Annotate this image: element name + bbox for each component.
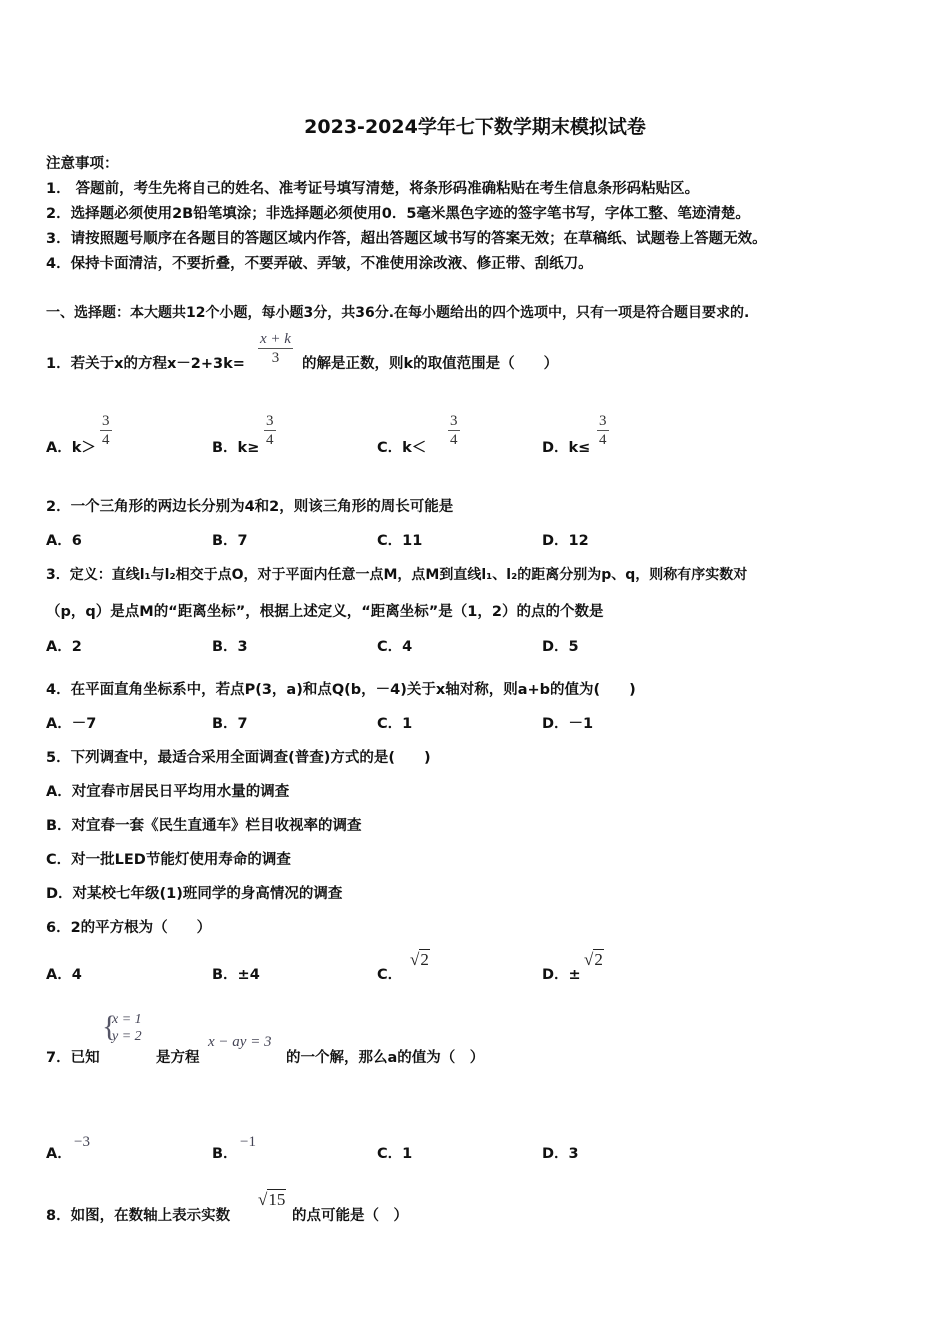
fraction-numerator: 3 <box>266 413 274 429</box>
notice-item: 3．请按照题号顺序在各题目的答题区域内作答，超出答题区域书写的答案无效；在草稿纸、试题卷上答题无效。 <box>46 231 767 247</box>
option-c[interactable]: C．k＜ <box>377 440 427 456</box>
option-a-fraction <box>100 412 112 449</box>
page-title: 2023-2024学年七下数学期末模拟试卷 <box>304 116 646 138</box>
option-c[interactable]: C． <box>377 967 403 983</box>
question-7-stem-mid: 是方程 <box>156 1050 200 1066</box>
option-a[interactable]: A．－7 <box>46 716 97 732</box>
section-heading: 一、选择题：本大题共12个小题，每小题3分，共36分.在每小题给出的四个选项中，只有一项是符合题目要求的. <box>46 305 750 321</box>
fraction-numerator: 3 <box>450 413 458 429</box>
radicand: 2 <box>594 950 603 969</box>
notice-item: 2．选择题必须使用2B铅笔填涂；非选择题必须使用0．5毫米黑色字迹的签字笔书写，字体工整、笔迹清楚。 <box>46 206 750 222</box>
option-a[interactable]: A． <box>46 1146 72 1162</box>
question-1-stem-pre: 1．若关于x的方程x－2+3k= <box>46 356 245 372</box>
question-4-stem: 4．在平面直角坐标系中，若点P(3，a)和点Q(b，－4)关于x轴对称，则a+b的值为( ) <box>46 682 636 698</box>
option-c[interactable]: C．1 <box>377 1146 413 1162</box>
option-c[interactable]: C．1 <box>377 716 413 732</box>
option-a[interactable]: A．6 <box>46 533 82 549</box>
question-1-stem-post: 的解是正数，则k的取值范围是（ ） <box>302 356 559 372</box>
option-a[interactable]: A．k＞ <box>46 440 96 456</box>
fraction-denominator: 4 <box>266 432 274 448</box>
notice-item: 4．保持卡面清洁，不要折叠，不要弄破、弄皱，不准使用涂改液、修正带、刮纸刀。 <box>46 256 593 272</box>
option-a[interactable]: A．对宜春市居民日平均用水量的调查 <box>46 784 290 800</box>
option-d[interactable]: D．－1 <box>542 716 594 732</box>
option-b[interactable]: B． <box>212 1146 238 1162</box>
option-b[interactable]: B．k≥ <box>212 440 260 456</box>
option-c-fraction <box>448 412 460 449</box>
fraction-denominator: 3 <box>271 350 280 366</box>
question-3-stem-line1: 3．定义：直线l₁与l₂相交于点O，对于平面内任意一点M，点M到直线l₁、l₂的距离分别为p、q，则称有序实数对 <box>46 567 748 583</box>
option-a[interactable]: A．4 <box>46 967 82 983</box>
radicand: 2 <box>420 950 429 969</box>
option-d[interactable]: D．5 <box>542 639 579 655</box>
question-7-stem-pre: 7．已知 <box>46 1050 100 1066</box>
question-3-stem-line2: （p，q）是点M的“距离坐标”，根据上述定义，“距离坐标”是（1，2）的点的个数是 <box>46 604 604 620</box>
option-d-sqrt: √2 <box>584 950 603 969</box>
option-c-sqrt: √2 <box>410 950 429 969</box>
option-d[interactable]: D．12 <box>542 533 589 549</box>
system-brace-icon: { <box>102 1010 117 1043</box>
fraction-numerator: 3 <box>102 413 110 429</box>
option-a-value: −3 <box>74 1134 90 1150</box>
option-d[interactable]: D．k≤ <box>542 440 591 456</box>
option-b-fraction <box>264 412 276 449</box>
system-equation-1: x = 1 <box>112 1012 142 1027</box>
option-b[interactable]: B．7 <box>212 533 248 549</box>
radicand: 15 <box>268 1190 286 1209</box>
option-b-value: −1 <box>240 1134 256 1150</box>
option-b[interactable]: B．±4 <box>212 967 260 983</box>
option-d[interactable]: D．3 <box>542 1146 579 1162</box>
question-5-stem: 5．下列调查中，最适合采用全面调查(普查)方式的是( ) <box>46 750 431 766</box>
question-6-stem: 6．2的平方根为（ ） <box>46 920 212 936</box>
option-b[interactable]: B．7 <box>212 716 248 732</box>
fraction-numerator: 3 <box>599 413 607 429</box>
fraction-denominator: 4 <box>450 432 458 448</box>
question-8-sqrt: √15 <box>258 1190 286 1209</box>
question-7-equation: x − ay = 3 <box>208 1034 272 1050</box>
option-a[interactable]: A．2 <box>46 639 82 655</box>
option-d[interactable]: D．对某校七年级(1)班同学的身高情况的调查 <box>46 886 343 902</box>
option-c[interactable]: C．4 <box>377 639 413 655</box>
fraction-denominator: 4 <box>102 432 110 448</box>
option-b[interactable]: B．对宜春一套《民生直通车》栏目收视率的调查 <box>46 818 362 834</box>
question-1-fraction <box>258 330 293 367</box>
question-8-stem-pre: 8．如图，在数轴上表示实数 <box>46 1208 231 1224</box>
option-d[interactable]: D．± <box>542 967 581 983</box>
fraction-numerator: x + k <box>260 331 291 347</box>
system-equation-2: y = 2 <box>112 1029 142 1044</box>
option-c[interactable]: C．11 <box>377 533 423 549</box>
notice-heading: 注意事项： <box>46 156 119 172</box>
option-b[interactable]: B．3 <box>212 639 248 655</box>
question-7-stem-post: 的一个解，那么a的值为（ ） <box>286 1050 485 1066</box>
option-d-fraction <box>597 412 609 449</box>
fraction-denominator: 4 <box>599 432 607 448</box>
option-c[interactable]: C．对一批LED节能灯使用寿命的调查 <box>46 852 291 868</box>
question-2-stem: 2．一个三角形的两边长分别为4和2，则该三角形的周长可能是 <box>46 499 454 515</box>
notice-item: 1． 答题前，考生先将自己的姓名、准考证号填写清楚，将条形码准确粘贴在考生信息条形码粘贴区。 <box>46 181 700 197</box>
question-8-stem-post: 的点可能是（ ） <box>292 1208 408 1224</box>
